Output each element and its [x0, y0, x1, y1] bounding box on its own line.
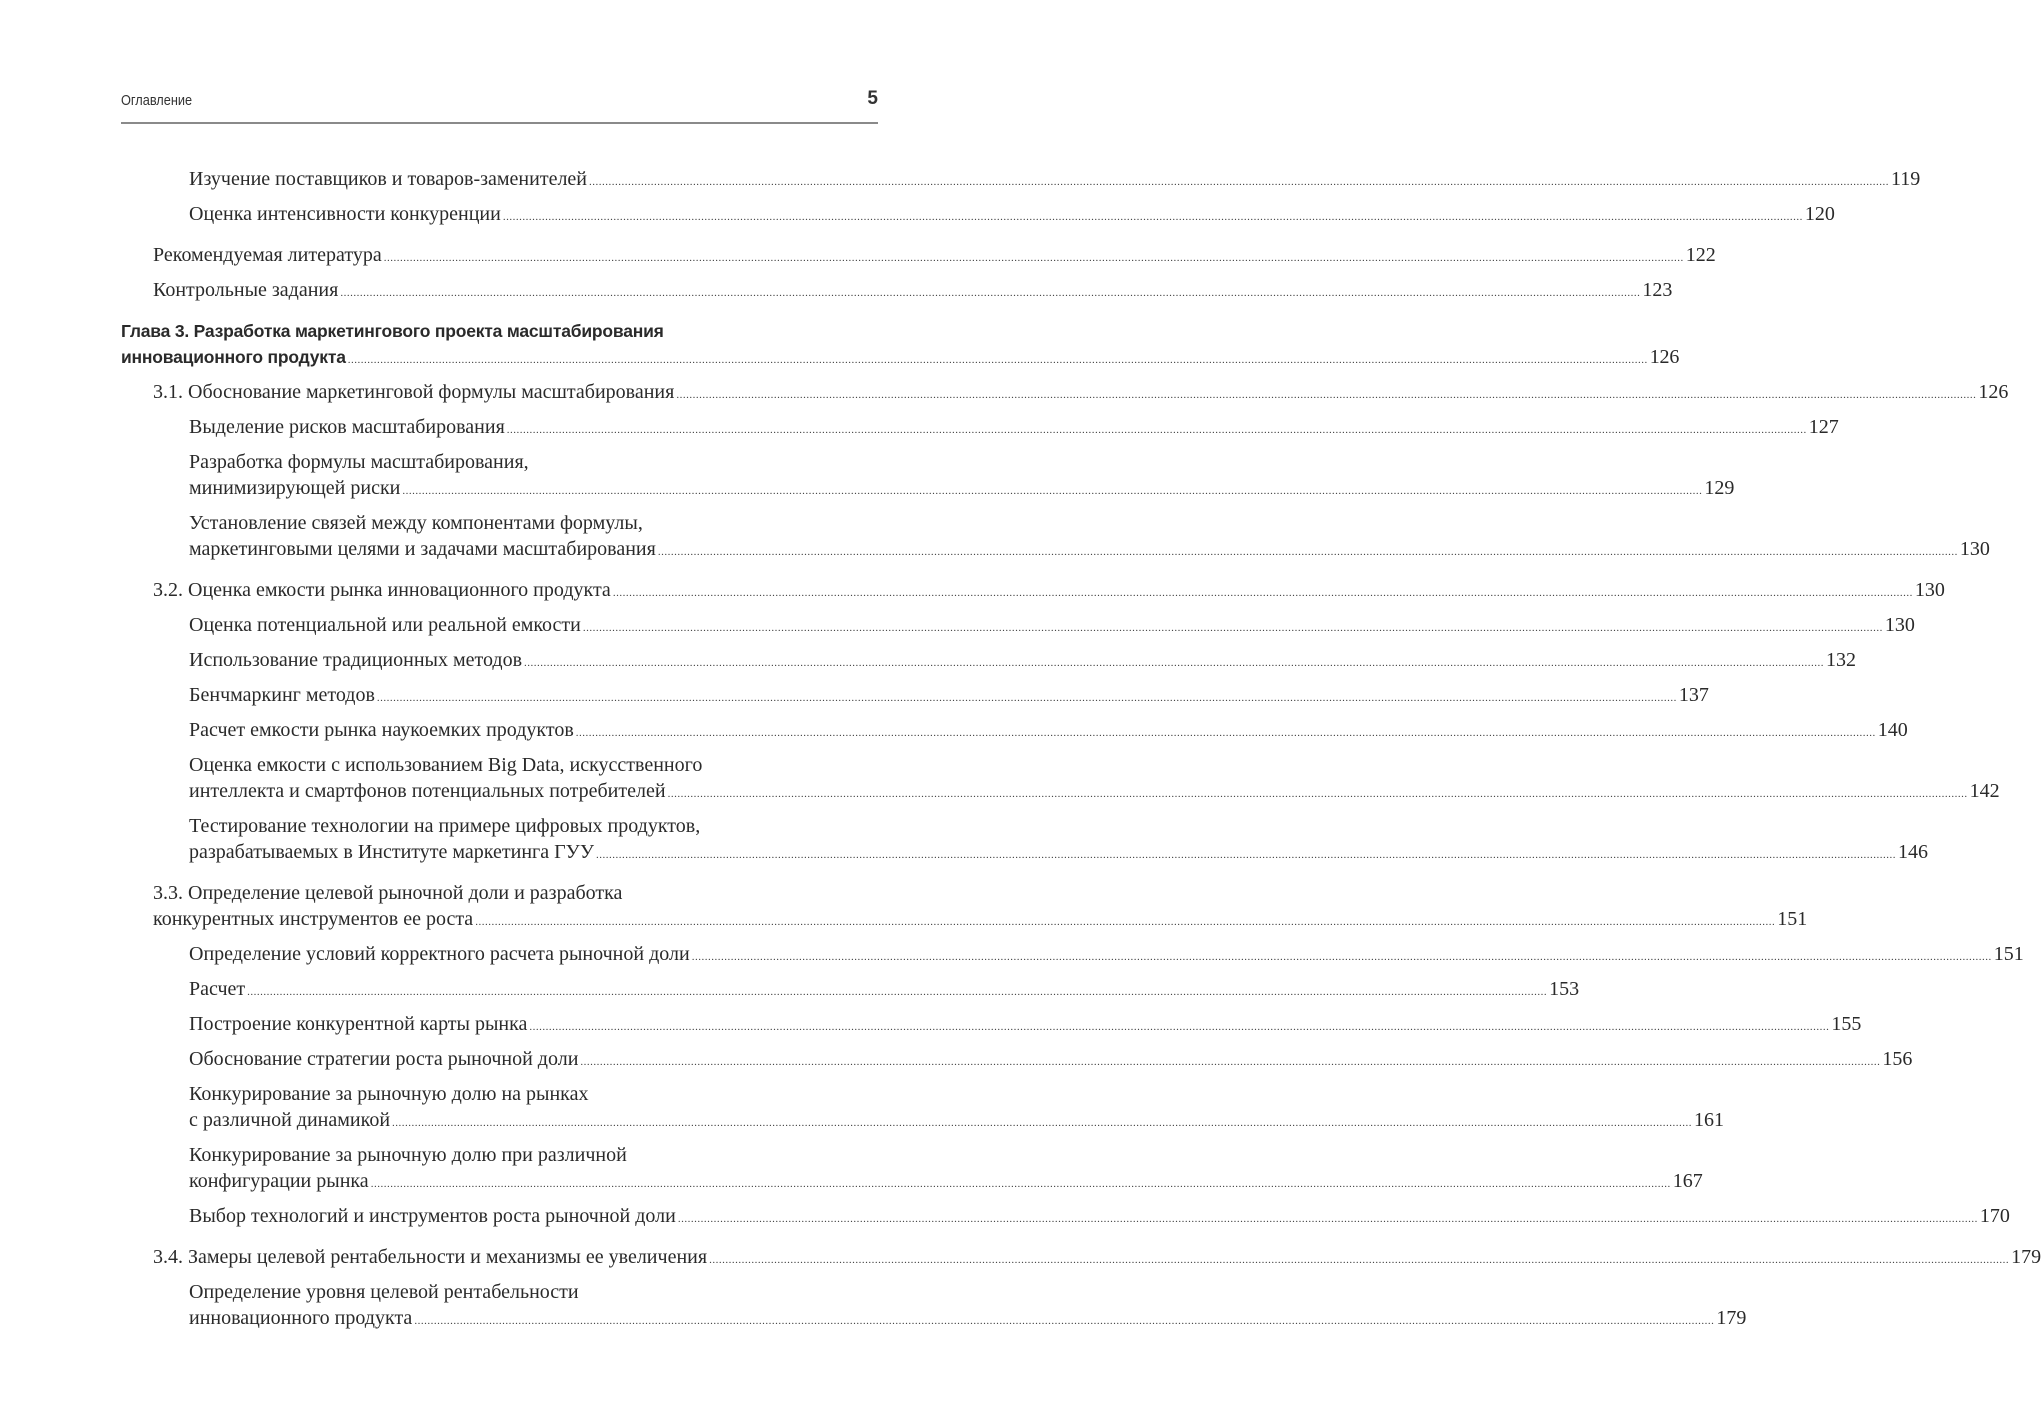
dot-leader: ................................................................................................................................................................................................................................................................................................................................................................................................................: [402, 485, 1703, 497]
dot-leader: ................................................................................................................................................................................................................................................................................................................................................................................................................: [709, 1254, 2010, 1266]
toc-entry-text: 3.2. Оценка емкости рынка инновационного продукта: [153, 579, 611, 601]
toc-entry-text: Оценка емкости с использованием Big Data, искусственного: [189, 754, 703, 776]
dot-leader: ................................................................................................................................................................................................................................................................................................................................................................................................................: [347, 354, 1648, 366]
toc-entry-last-line: [189, 1107, 1725, 1136]
dot-leader: ................................................................................................................................................................................................................................................................................................................................................................................................................: [596, 849, 1896, 861]
toc-page-number: 126: [1649, 346, 1680, 368]
toc-entry-text: Расчет: [189, 978, 246, 1000]
toc-page-number: 151: [1993, 943, 2024, 965]
dot-leader: ................................................................................................................................................................................................................................................................................................................................................................................................................: [676, 389, 1977, 401]
toc-page-number: 142: [1969, 780, 2000, 802]
dot-leader: ................................................................................................................................................................................................................................................................................................................................................................................................................: [414, 1315, 1715, 1327]
toc-entry-last-line: [189, 201, 1835, 230]
dot-leader: ................................................................................................................................................................................................................................................................................................................................................................................................................: [475, 916, 1776, 928]
toc-entry-text: 3.1. Обоснование маркетинговой формулы масштабирования: [153, 381, 675, 403]
toc-page-number: 140: [1877, 719, 1908, 741]
toc-subsection-entry: [121, 414, 1839, 443]
toc-entry-text: Бенчмаркинг методов: [189, 684, 375, 706]
dot-leader: ................................................................................................................................................................................................................................................................................................................................................................................................................: [502, 211, 1803, 223]
toc-page-number: 137: [1678, 684, 1709, 706]
toc-entry-text: Построение конкурентной карты рынка: [189, 1013, 528, 1035]
toc-entry-last-line: [153, 1244, 2041, 1273]
running-header-title: Оглавление: [121, 92, 193, 109]
dot-leader: ................................................................................................................................................................................................................................................................................................................................................................................................................: [376, 692, 1677, 704]
dot-leader: ................................................................................................................................................................................................................................................................................................................................................................................................................: [247, 986, 1548, 998]
toc-subsection-entry: [121, 1142, 1703, 1197]
running-header: [121, 88, 878, 124]
toc-entry-last-line: [121, 344, 1680, 373]
toc-entry-text: Конкурирование за рыночную долю на рынках: [189, 1083, 589, 1105]
toc-entry-text: Контрольные задания: [153, 279, 339, 301]
dot-leader: ................................................................................................................................................................................................................................................................................................................................................................................................................: [580, 1056, 1881, 1068]
toc-page-number: 126: [1978, 381, 2009, 403]
toc-subsection-entry: [121, 717, 1908, 746]
toc-page-number: 129: [1704, 477, 1735, 499]
toc-page-number: 119: [1891, 168, 1921, 190]
toc-page-number: 132: [1826, 649, 1857, 671]
toc-subsection-entry: [121, 752, 2000, 807]
toc-subsection-entry: [121, 201, 1835, 230]
dot-leader: ................................................................................................................................................................................................................................................................................................................................................................................................................: [582, 622, 1883, 634]
toc-page-number: 179: [2011, 1246, 2041, 1268]
toc-page-number: 122: [1685, 244, 1716, 266]
toc-entry-last-line: [153, 379, 2009, 408]
toc-entry-text: Тестирование технологии на примере цифровых продуктов,: [189, 815, 701, 837]
toc-entry-last-line: [153, 242, 1716, 271]
toc-entry-last-line: [153, 277, 1673, 306]
toc-page-number: 170: [1979, 1205, 2010, 1227]
dot-leader: ................................................................................................................................................................................................................................................................................................................................................................................................................: [589, 176, 1890, 188]
toc-entry-last-line: [189, 647, 1857, 676]
toc-entry-last-line: [189, 536, 1990, 565]
dot-leader: ................................................................................................................................................................................................................................................................................................................................................................................................................: [691, 951, 1992, 963]
dot-leader: ................................................................................................................................................................................................................................................................................................................................................................................................................: [657, 546, 1958, 558]
toc-entry-last-line: [189, 166, 1921, 195]
toc-entry-last-line: [189, 1305, 1747, 1334]
toc-entry-last-line: [189, 414, 1839, 443]
toc-subsection-entry: [121, 1279, 1747, 1334]
dot-leader: ................................................................................................................................................................................................................................................................................................................................................................................................................: [612, 587, 1913, 599]
toc-entry-last-line: [189, 612, 1915, 641]
toc-subsection-entry: [121, 813, 1928, 868]
dot-leader: ................................................................................................................................................................................................................................................................................................................................................................................................................: [667, 788, 1968, 800]
toc-page-number: 167: [1672, 1170, 1703, 1192]
toc-entry-last-line: [189, 717, 1908, 746]
toc-subsection-entry: [121, 612, 1915, 641]
toc-entry-text: Выделение рисков масштабирования: [189, 416, 505, 438]
toc-entry-text: 3.3. Определение целевой рыночной доли и разработка: [153, 882, 623, 904]
toc-entry-last-line: [189, 941, 2024, 970]
toc-entry-text: Глава 3. Разработка маркетингового проекта масштабирования: [121, 321, 664, 341]
toc-page-number: 156: [1882, 1048, 1913, 1070]
toc-entry-text: конфигурации рынка: [189, 1170, 369, 1192]
dot-leader: ................................................................................................................................................................................................................................................................................................................................................................................................................: [340, 287, 1641, 299]
toc-entry-text: Разработка формулы масштабирования,: [189, 451, 529, 473]
toc-page-number: 155: [1831, 1013, 1862, 1035]
toc-entry-last-line: [189, 1011, 1862, 1040]
toc-entry-text: Использование традиционных методов: [189, 649, 523, 671]
toc-entry-last-line: [189, 475, 1735, 504]
toc-entry-text: Выбор технологий и инструментов роста рыночной доли: [189, 1205, 676, 1227]
toc-entry-text: маркетинговыми целями и задачами масштабирования: [189, 538, 656, 560]
toc-entry-last-line: [189, 682, 1709, 711]
toc-entry-text: Оценка интенсивности конкуренции: [189, 203, 501, 225]
toc-section-entry: [121, 379, 2009, 408]
toc-entry-last-line: [189, 778, 2000, 807]
toc-page-number: 127: [1808, 416, 1839, 438]
dot-leader: ................................................................................................................................................................................................................................................................................................................................................................................................................: [392, 1117, 1693, 1129]
toc-subsection-entry: [121, 941, 2024, 970]
toc-entry-text: Оценка потенциальной или реальной емкости: [189, 614, 581, 636]
toc-page-number: 179: [1716, 1307, 1747, 1329]
toc-subsection-entry: [121, 166, 1921, 195]
toc-subsection-entry: [121, 976, 1580, 1005]
toc-entry-text: конкурентных инструментов ее роста: [153, 908, 474, 930]
toc-entry-text: Обоснование стратегии роста рыночной доли: [189, 1048, 579, 1070]
toc-section-entry: [121, 1244, 2041, 1273]
toc-section-entry: [121, 242, 1716, 271]
toc-entry-last-line: [153, 577, 1945, 606]
toc-subsection-entry: [121, 449, 1735, 504]
toc-entry-text: 3.4. Замеры целевой рентабельности и механизмы ее увеличения: [153, 1246, 708, 1268]
toc-subsection-entry: [121, 682, 1709, 711]
toc-entry-text: Изучение поставщиков и товаров-заменителей: [189, 168, 588, 190]
toc-entry-text: разрабатываемых в Институте маркетинга ГУУ: [189, 841, 594, 863]
toc-entry-last-line: [189, 839, 1928, 868]
toc-section-entry: [121, 880, 1808, 935]
toc-entry-text: инновационного продукта: [189, 1307, 413, 1329]
toc-entry-text: Конкурирование за рыночную долю при различной: [189, 1144, 627, 1166]
dot-leader: ................................................................................................................................................................................................................................................................................................................................................................................................................: [383, 252, 1684, 264]
dot-leader: ................................................................................................................................................................................................................................................................................................................................................................................................................: [677, 1213, 1978, 1225]
toc-subsection-entry: [121, 1046, 1913, 1075]
toc-subsection-entry: [121, 647, 1857, 676]
toc-page-number: 120: [1804, 203, 1835, 225]
toc-entry-text: минимизирующей риски: [189, 477, 401, 499]
toc-page-number: 151: [1777, 908, 1808, 930]
toc-entry-last-line: [189, 1046, 1913, 1075]
toc-page-number: 153: [1549, 978, 1580, 1000]
toc-entry-last-line: [189, 976, 1580, 1005]
toc-page-number: 130: [1884, 614, 1915, 636]
toc-subsection-entry: [121, 1011, 1862, 1040]
toc-page-number: 146: [1898, 841, 1928, 863]
toc-entry-text: Определение уровня целевой рентабельности: [189, 1281, 579, 1303]
toc-entry-text: Определение условий корректного расчета рыночной доли: [189, 943, 690, 965]
toc-entry-text: Установление связей между компонентами формулы,: [189, 512, 643, 534]
page-number: 5: [867, 88, 878, 109]
dot-leader: ................................................................................................................................................................................................................................................................................................................................................................................................................: [524, 657, 1825, 669]
toc-entry-last-line: [189, 1168, 1703, 1197]
toc-section-entry: [121, 277, 1673, 306]
dot-leader: ................................................................................................................................................................................................................................................................................................................................................................................................................: [575, 727, 1876, 739]
toc-entry-last-line: [153, 906, 1808, 935]
toc-section-entry: [121, 577, 1945, 606]
table-of-contents: [121, 166, 2041, 1340]
dot-leader: ................................................................................................................................................................................................................................................................................................................................................................................................................: [370, 1178, 1671, 1190]
toc-entry-text: Рекомендуемая литература: [153, 244, 382, 266]
toc-page-number: 123: [1642, 279, 1673, 301]
toc-entry-text: Расчет емкости рынка наукоемких продуктов: [189, 719, 574, 741]
toc-page-number: 161: [1694, 1109, 1725, 1131]
toc-subsection-entry: [121, 1203, 2010, 1232]
dot-leader: ................................................................................................................................................................................................................................................................................................................................................................................................................: [506, 424, 1807, 436]
toc-entry-text: инновационного продукта: [121, 347, 346, 367]
toc-entry-last-line: [189, 1203, 2010, 1232]
toc-chapter-entry: [121, 318, 1680, 373]
dot-leader: ................................................................................................................................................................................................................................................................................................................................................................................................................: [529, 1021, 1830, 1033]
toc-entry-text: с различной динамикой: [189, 1109, 391, 1131]
toc-entry-text: интеллекта и смартфонов потенциальных потребителей: [189, 780, 666, 802]
toc-page-number: 130: [1914, 579, 1945, 601]
toc-page-number: 130: [1959, 538, 1990, 560]
toc-subsection-entry: [121, 510, 1990, 565]
toc-subsection-entry: [121, 1081, 1725, 1136]
